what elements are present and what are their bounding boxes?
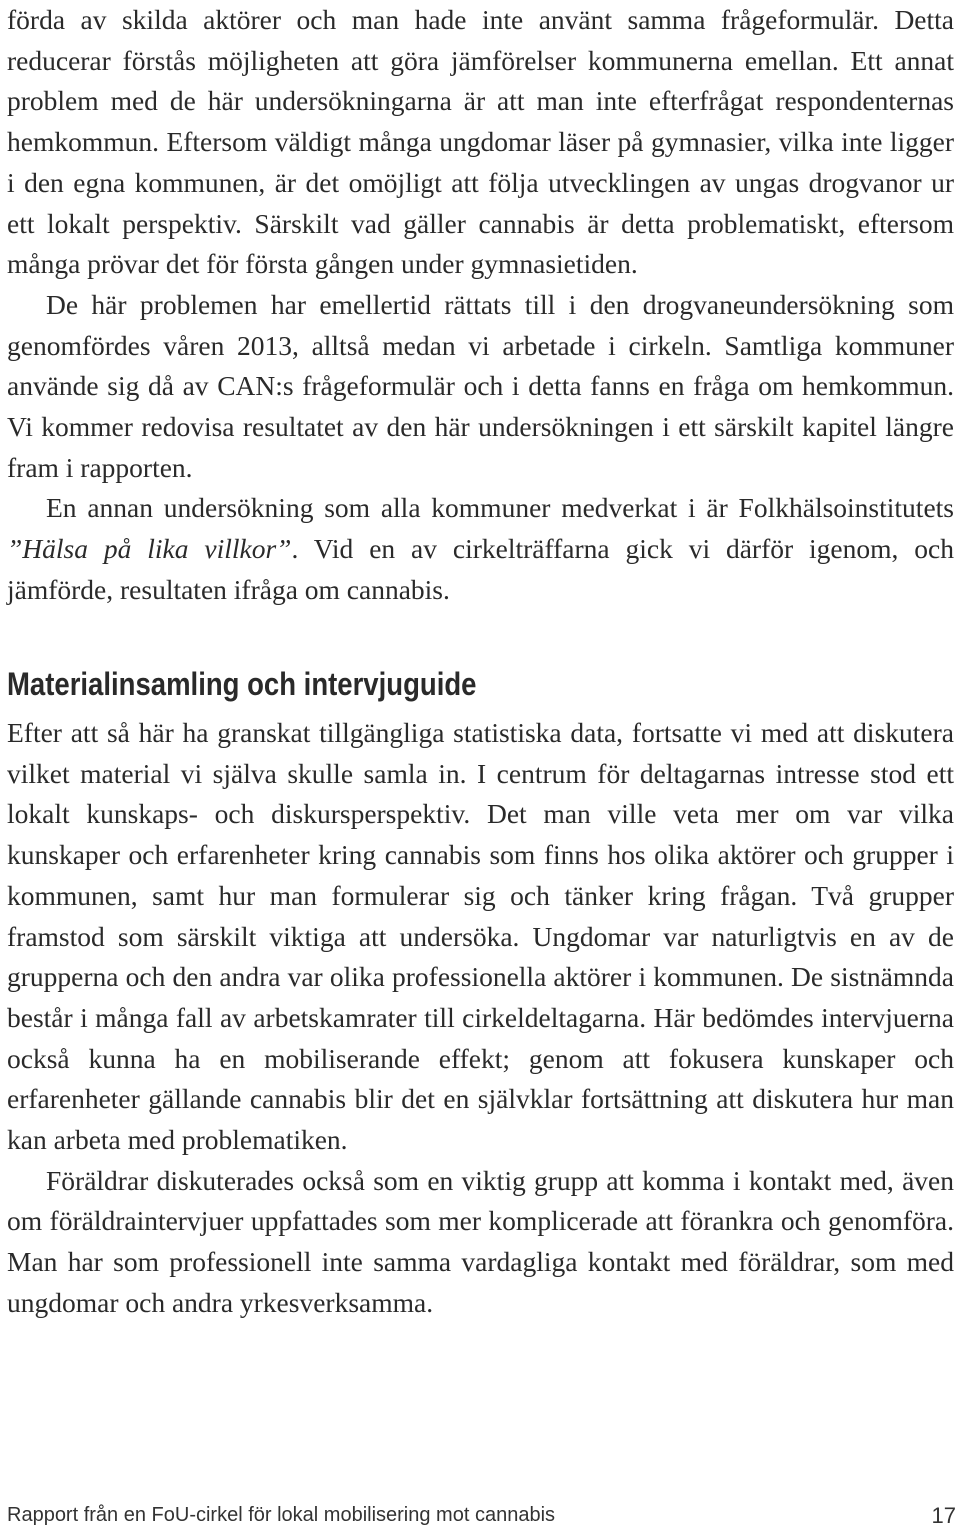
paragraph (7, 488, 954, 610)
paragraph: förda av skilda aktörer och man hade inte använt samma frågeformulär. Detta reducerar förstås möjligheten att göra jämförelser kommunerna emellan. Ett annat problem med de här undersökningarna är att man inte efterfrågat respondenternas hemkommun. Eftersom väldigt många ungdomar läser på gymnasier, vilka inte ligger i den egna kommunen, är det omöjligt att följa utvecklingen av ungas drogvanor ur ett lokalt perspektiv. Särskilt vad gäller cannabis är detta problematiskt, eftersom många prövar det för första gången under gymnasietiden. (7, 4, 954, 280)
body-text-top (7, 0, 954, 611)
paragraph-text: En annan undersökning som alla kommuner medverkat i är Folkhälsoinstitutets (46, 492, 954, 524)
body-text-bottom (7, 713, 954, 1324)
italic-title: ”Hälsa på lika villkor” (7, 533, 292, 565)
section-heading: Materialinsamling och intervjuguide (7, 666, 477, 702)
paragraph: De här problemen har emellertid rättats till i den drogvaneundersökning som genomfördes våren 2013, alltså medan vi arbetade i cirkeln. Samtliga kommuner använde sig då av CAN:s frågeformulär och i detta fanns en fråga om hemkommun. Vi kommer redovisa resultatet av den här undersökningen i ett särskilt kapitel längre fram i rapporten. (7, 288, 954, 483)
footer-title: Rapport från en FoU-cirkel för lokal mobilisering mot cannabis (7, 1504, 556, 1526)
paragraph: Föräldrar diskuterades också som en viktig grupp att komma i kontakt med, även om föräldraintervjuer uppfattades som mer komplicerade att förankra och genomföra. Man har som professionell inte samma vardagliga kontakt med föräldrar, som med ungdomar och andra yrkesverksamma. (7, 1164, 954, 1318)
paragraph: Efter att så här ha granskat tillgängliga statistiska data, fortsatte vi med att diskutera vilket material vi själva skulle samla in. I centrum för deltagarnas intresse stod ett lokalt kunskaps- och diskursperspektiv. Det man ville veta mer om var vilka kunskaper och erfarenheter kring cannabis som finns hos olika aktörer och grupper i kommunen, samt hur man formulerar sig och tänker kring frågan. Två grupper framstod som särskilt viktiga att undersöka. Ungdomar var naturligtvis en av de grupperna och den andra var olika professionella aktörer i kommunen. De sistnämnda består i många fall av arbetskamrater till cirkeldeltagarna. Här bedömdes intervjuerna också kunna ha en mobiliserande effekt; genom att fokusera kunskaper och erfarenheter gällande cannabis blir det en självklar fortsättning att diskutera hur man kan arbeta med problematiken. (7, 717, 954, 1156)
paragraph-text: . Vid en av cirkelträffarna gick vi därför igenom, och jämförde, resultaten ifråga om cannabis. (7, 533, 954, 605)
page-number: 17 (931, 1503, 956, 1528)
